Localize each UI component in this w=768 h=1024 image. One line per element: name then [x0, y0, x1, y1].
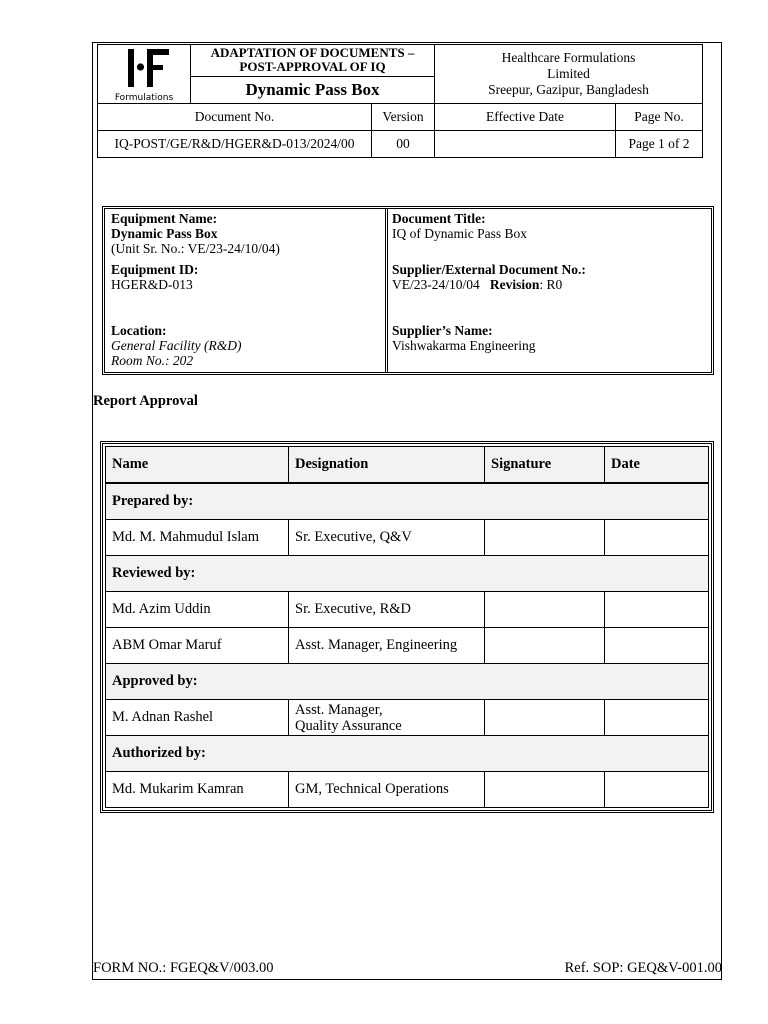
approver-name: M. Adnan Rashel [106, 700, 289, 736]
company-logo-icon [102, 45, 186, 103]
title-line-1: ADAPTATION OF DOCUMENTS – [210, 45, 415, 61]
approved-by-section [106, 664, 709, 700]
supplier-name: Vishwakarma Engineering [392, 338, 536, 353]
equipment-name: Dynamic Pass Box [111, 226, 218, 241]
authorized-by-label: Authorized by: [106, 736, 709, 772]
equipment-box-divider [385, 209, 388, 372]
approval-table [105, 446, 709, 808]
supplier-doc-no: VE/23-24/10/04 [392, 277, 480, 292]
supplier-name-section [392, 323, 536, 353]
reviewed-by-section [106, 556, 709, 592]
table-row [106, 700, 709, 736]
location-section [111, 323, 241, 368]
revision-label: Revision [489, 277, 540, 292]
effective-date-label: Effective Date [435, 104, 616, 131]
equipment-id: HGER&D-013 [111, 277, 193, 292]
doc-title-label: Document Title: [392, 211, 486, 226]
date-cell [605, 592, 709, 628]
equipment-id-label: Equipment ID: [111, 262, 199, 277]
approver-name: Md. Azim Uddin [106, 592, 289, 628]
company-name-line-2: Limited [547, 66, 590, 81]
authorized-by-section [106, 736, 709, 772]
report-approval-title: Report Approval [93, 393, 198, 409]
doc-title-section [392, 211, 527, 241]
location-label: Location: [111, 323, 167, 338]
effective-date-value [435, 131, 616, 158]
doc-no-value: IQ-POST/GE/R&D/HGER&D-013/2024/00 [98, 131, 372, 158]
approver-name: Md. M. Mahmudul Islam [106, 520, 289, 556]
company-info [435, 45, 703, 104]
approver-designation: Asst. Manager, Engineering [289, 628, 485, 664]
approver-designation: Sr. Executive, Q&V [289, 520, 485, 556]
company-name-line-1: Healthcare Formulations [501, 50, 636, 65]
doc-no-label: Document No. [98, 104, 372, 131]
column-header-name: Name [106, 447, 289, 484]
company-address: Sreepur, Gazipur, Bangladesh [488, 82, 649, 97]
doc-title: IQ of Dynamic Pass Box [392, 226, 527, 241]
prepared-by-section [106, 483, 709, 520]
supplier-doc-label: Supplier/External Document No.: [392, 262, 586, 277]
document-title [191, 45, 435, 77]
version-label: Version [372, 104, 435, 131]
equipment-unit-sr: (Unit Sr. No.: VE/23-24/10/04) [111, 241, 280, 256]
signature-cell [485, 628, 605, 664]
signature-cell [485, 520, 605, 556]
location-line-1: General Facility (R&D) [111, 338, 242, 353]
approved-by-label: Approved by: [106, 664, 709, 700]
location-line-2: Room No.: 202 [111, 353, 194, 368]
equipment-info-box [102, 206, 714, 375]
table-row [106, 520, 709, 556]
document-header [97, 44, 703, 158]
form-number: FORM NO.: FGEQ&V/003.00 [93, 960, 274, 976]
table-row [106, 628, 709, 664]
document-subtitle: Dynamic Pass Box [191, 76, 435, 103]
approver-designation: GM, Technical Operations [289, 772, 485, 808]
equipment-name-section [111, 211, 280, 256]
signature-cell [485, 772, 605, 808]
version-value: 00 [372, 131, 435, 158]
date-cell [605, 772, 709, 808]
column-header-designation: Designation [289, 447, 485, 484]
column-header-date: Date [605, 447, 709, 484]
signature-cell [485, 592, 605, 628]
reviewed-by-label: Reviewed by: [106, 556, 709, 592]
date-cell [605, 700, 709, 736]
signature-cell [485, 700, 605, 736]
title-line-2: POST-APPROVAL OF IQ [239, 59, 386, 75]
equipment-id-section [111, 262, 198, 292]
approver-designation: Sr. Executive, R&D [289, 592, 485, 628]
revision-value: : R0 [539, 277, 563, 292]
ref-sop: Ref. SOP: GEQ&V-001.00 [564, 960, 722, 976]
logo-cell [98, 45, 191, 104]
designation-line-1: Asst. Manager, [295, 701, 383, 718]
page-no-value: Page 1 of 2 [616, 131, 703, 158]
approval-table-header [106, 447, 709, 484]
supplier-name-label: Supplier’s Name: [392, 323, 493, 338]
logo-text: Formulations [114, 93, 174, 103]
equipment-left-column [111, 209, 385, 372]
table-row [106, 772, 709, 808]
supplier-doc-section [392, 262, 586, 292]
prepared-by-label: Prepared by: [106, 483, 709, 520]
approver-name: ABM Omar Maruf [106, 628, 289, 664]
date-cell [605, 520, 709, 556]
approval-table-box [100, 441, 714, 813]
date-cell [605, 628, 709, 664]
equipment-name-label: Equipment Name: [111, 211, 218, 226]
page-no-label: Page No. [616, 104, 703, 131]
supplier-doc-line [392, 277, 586, 292]
equipment-right-column [392, 209, 710, 372]
column-header-signature: Signature [485, 447, 605, 484]
approver-name: Md. Mukarim Kamran [106, 772, 289, 808]
table-row [106, 592, 709, 628]
designation-line-2: Quality Assurance [295, 717, 402, 734]
approver-designation [289, 700, 485, 736]
